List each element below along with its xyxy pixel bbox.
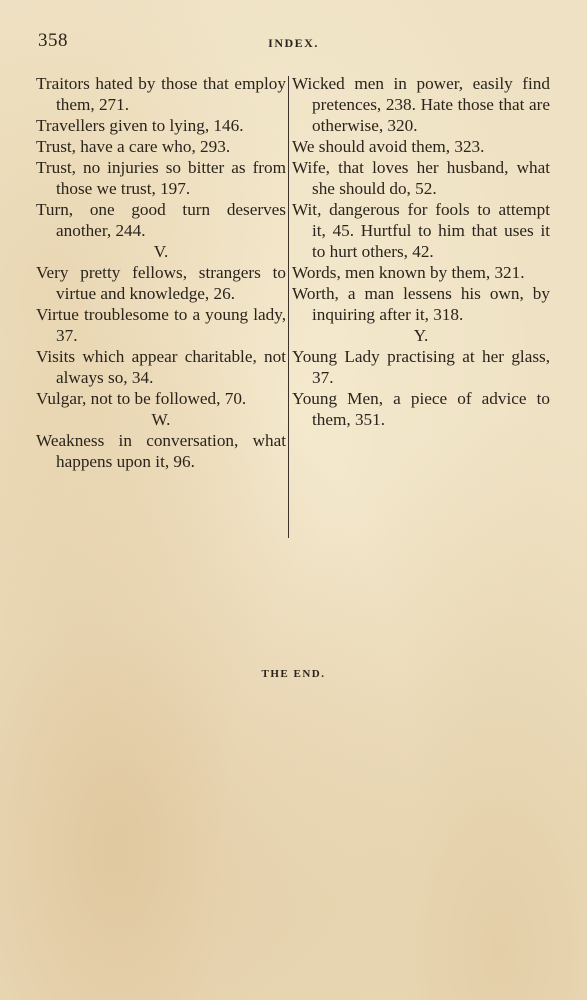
index-entry: Worth, a man lessens his own, by inquiring after it, 318. xyxy=(292,284,550,324)
index-entry: Wicked men in power, easily find pretences, 238. Hate those that are otherwise, 320. xyxy=(292,74,550,135)
index-left-column xyxy=(36,73,286,472)
column-divider xyxy=(288,76,289,538)
running-head: INDEX. xyxy=(268,36,319,50)
index-entry: Travellers given to lying, 146. xyxy=(36,116,244,135)
index-entry: Wit, dangerous for fools to attempt it, 45. Hurtful to him that uses it to hurt others, 42. xyxy=(292,200,550,261)
page-number: 358 xyxy=(38,30,68,51)
index-entry: Visits which appear charitable, not always so, 34. xyxy=(36,347,286,387)
index-entry: Young Men, a piece of advice to them, 351. xyxy=(292,389,550,429)
index-entry: Virtue troublesome to a young lady, 37. xyxy=(36,305,286,345)
index-entry: Words, men known by them, 321. xyxy=(292,263,525,282)
index-entry: Young Lady practising at her glass, 37. xyxy=(292,347,550,387)
section-letter: Y. xyxy=(413,326,429,345)
index-right-column xyxy=(292,73,550,430)
index-entry: Vulgar, not to be followed, 70. xyxy=(36,389,247,408)
section-letter: W. xyxy=(151,410,171,429)
index-entry: Trust, have a care who, 293. xyxy=(36,137,231,156)
index-entry: Wife, that loves her husband, what she should do, 52. xyxy=(292,158,550,198)
index-entry: Trust, no injuries so bitter as from those we trust, 197. xyxy=(36,158,286,198)
index-entry: Very pretty fellows, strangers to virtue and knowledge, 26. xyxy=(36,263,286,303)
section-letter: V. xyxy=(153,242,169,261)
index-entry: Weakness in conversation, what happens upon it, 96. xyxy=(36,431,286,471)
index-entry: Turn, one good turn deserves another, 244. xyxy=(36,200,286,240)
index-entry: Traitors hated by those that employ them, 271. xyxy=(36,74,286,114)
index-entry: We should avoid them, 323. xyxy=(292,137,485,156)
the-end: THE END. xyxy=(261,668,326,680)
